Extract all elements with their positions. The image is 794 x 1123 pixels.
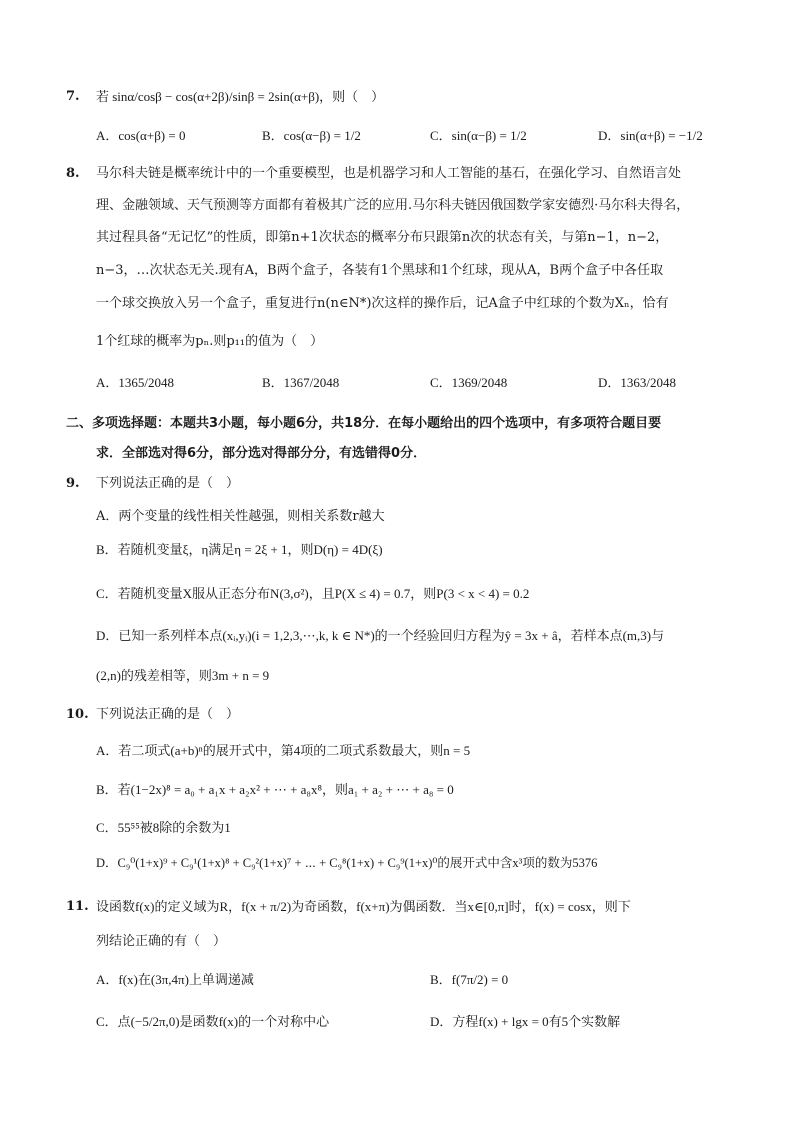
q9-option-c: C．若随机变量X服从正态分布N(3,σ²)，且P(X ≤ 4) = 0.7，则P(3 < x < 4) = 0.2 [96, 586, 530, 601]
question-11-line-1: 设函数f(x)的定义域为R，f(x + π/2)为奇函数，f(x+π)为偶函数．当x∈[0,π]时，f(x) = cosx，则下 [96, 899, 631, 914]
q10-option-a: A．若二项式(a+b)ⁿ的展开式中，第4项的二项式系数最大，则n = 5 [96, 743, 471, 758]
question-11-line-2: 列结论正确的有（ ） [96, 934, 227, 949]
q8-line-2: 理、金融领域、天气预测等方面都有着极其广泛的应用.马尔科夫链因俄国数学家安德烈·马尔科夫得名， [96, 198, 690, 213]
q11-option-a: A．f(x)在(3π,4π)上单调递减 [96, 972, 254, 987]
q11-option-d: D．方程f(x) + lgx = 0有5个实数解 [430, 1014, 621, 1029]
q8-line-5: 一个球交换放入另一个盒子，重复进行n(n∈N*)次这样的操作后，记A盒子中红球的个数为Xₙ，恰有 [96, 296, 669, 311]
q8-option-a: A．1365/2048 [96, 375, 175, 390]
q8-line-4: n−3，…次状态无关.现有A，B两个盒子，各装有1个黑球和1个红球，现从A，B两个盒子中各任取 [96, 263, 664, 278]
question-9-stem: 下列说法正确的是（ ） [96, 476, 240, 491]
q11-option-b: B．f(7π/2) = 0 [430, 972, 509, 987]
section-2-heading-line-1: 二、多项选择题：本题共3小题，每小题6分，共18分．在每小题给出的四个选项中，有多项符合题目要 [66, 416, 662, 431]
section-2-heading-line-2: 求．全部选对得6分，部分选对得部分分，有选错得0分． [96, 446, 427, 461]
q9-option-a: A．两个变量的线性相关性越强，则相关系数r越大 [96, 509, 385, 524]
q7-option-d: D．sin(α+β) = −1/2 [598, 128, 703, 143]
q8-line-1: 马尔科夫链是概率统计中的一个重要模型，也是机器学习和人工智能的基石，在强化学习、自然语言处 [96, 166, 682, 181]
q7-option-a: A．cos(α+β) = 0 [96, 128, 186, 143]
question-8-number: 8. [66, 166, 80, 181]
question-9-number: 9. [66, 476, 80, 491]
q10-option-d: D．C₉⁰(1+x)⁹ + C₉¹(1+x)⁸ + C₉²(1+x)⁷ + ⋯ + C₉⁸(1+x) + C₉⁹(1+x)⁰的展开式中含x³项的数为5376 [96, 856, 598, 870]
q8-line-6: 1个红球的概率为pₙ.则p₁₁的值为（ ） [96, 334, 324, 349]
q10-option-b: B．若(1−2x)⁸ = a₀ + a₁x + a₂x² + ⋯ + a₈x⁸，则a₁ + a₂ + ⋯ + a₈ = 0 [96, 782, 454, 797]
question-7-stem: 若 sinα/cosβ − cos(α+2β)/sinβ = 2sin(α+β)，则（ ） [96, 89, 385, 104]
q9-option-d-line-1: D．已知一系列样本点(xᵢ,yᵢ)(i = 1,2,3,⋯,k, k ∈ N*)的一个经验回归方程为ŷ = 3x + â，若样本点(m,3)与 [96, 628, 665, 643]
q11-option-c: C．点(−5/2π,0)是函数f(x)的一个对称中心 [96, 1014, 330, 1029]
question-10-stem: 下列说法正确的是（ ） [96, 707, 240, 722]
q8-line-3: 其过程具备“无记忆”的性质，即第n+1次状态的概率分布只跟第n次的状态有关，与第n−1，n−2， [96, 230, 669, 245]
q9-option-d-line-2: (2,n)的残差相等，则3m + n = 9 [96, 668, 270, 683]
q7-option-b: B．cos(α−β) = 1/2 [262, 128, 361, 143]
q8-option-b: B．1367/2048 [262, 375, 340, 390]
question-7-number: 7. [66, 89, 80, 104]
q9-option-b: B．若随机变量ξ，η满足η = 2ξ + 1，则D(η) = 4D(ξ) [96, 542, 383, 557]
q10-option-c: C．55⁵⁵被8除的余数为1 [96, 820, 231, 835]
q7-option-c: C．sin(α−β) = 1/2 [430, 128, 527, 143]
question-11-number: 11. [66, 899, 89, 914]
q8-option-d: D．1363/2048 [598, 375, 677, 390]
question-10-number: 10. [66, 707, 89, 722]
q8-option-c: C．1369/2048 [430, 375, 508, 390]
